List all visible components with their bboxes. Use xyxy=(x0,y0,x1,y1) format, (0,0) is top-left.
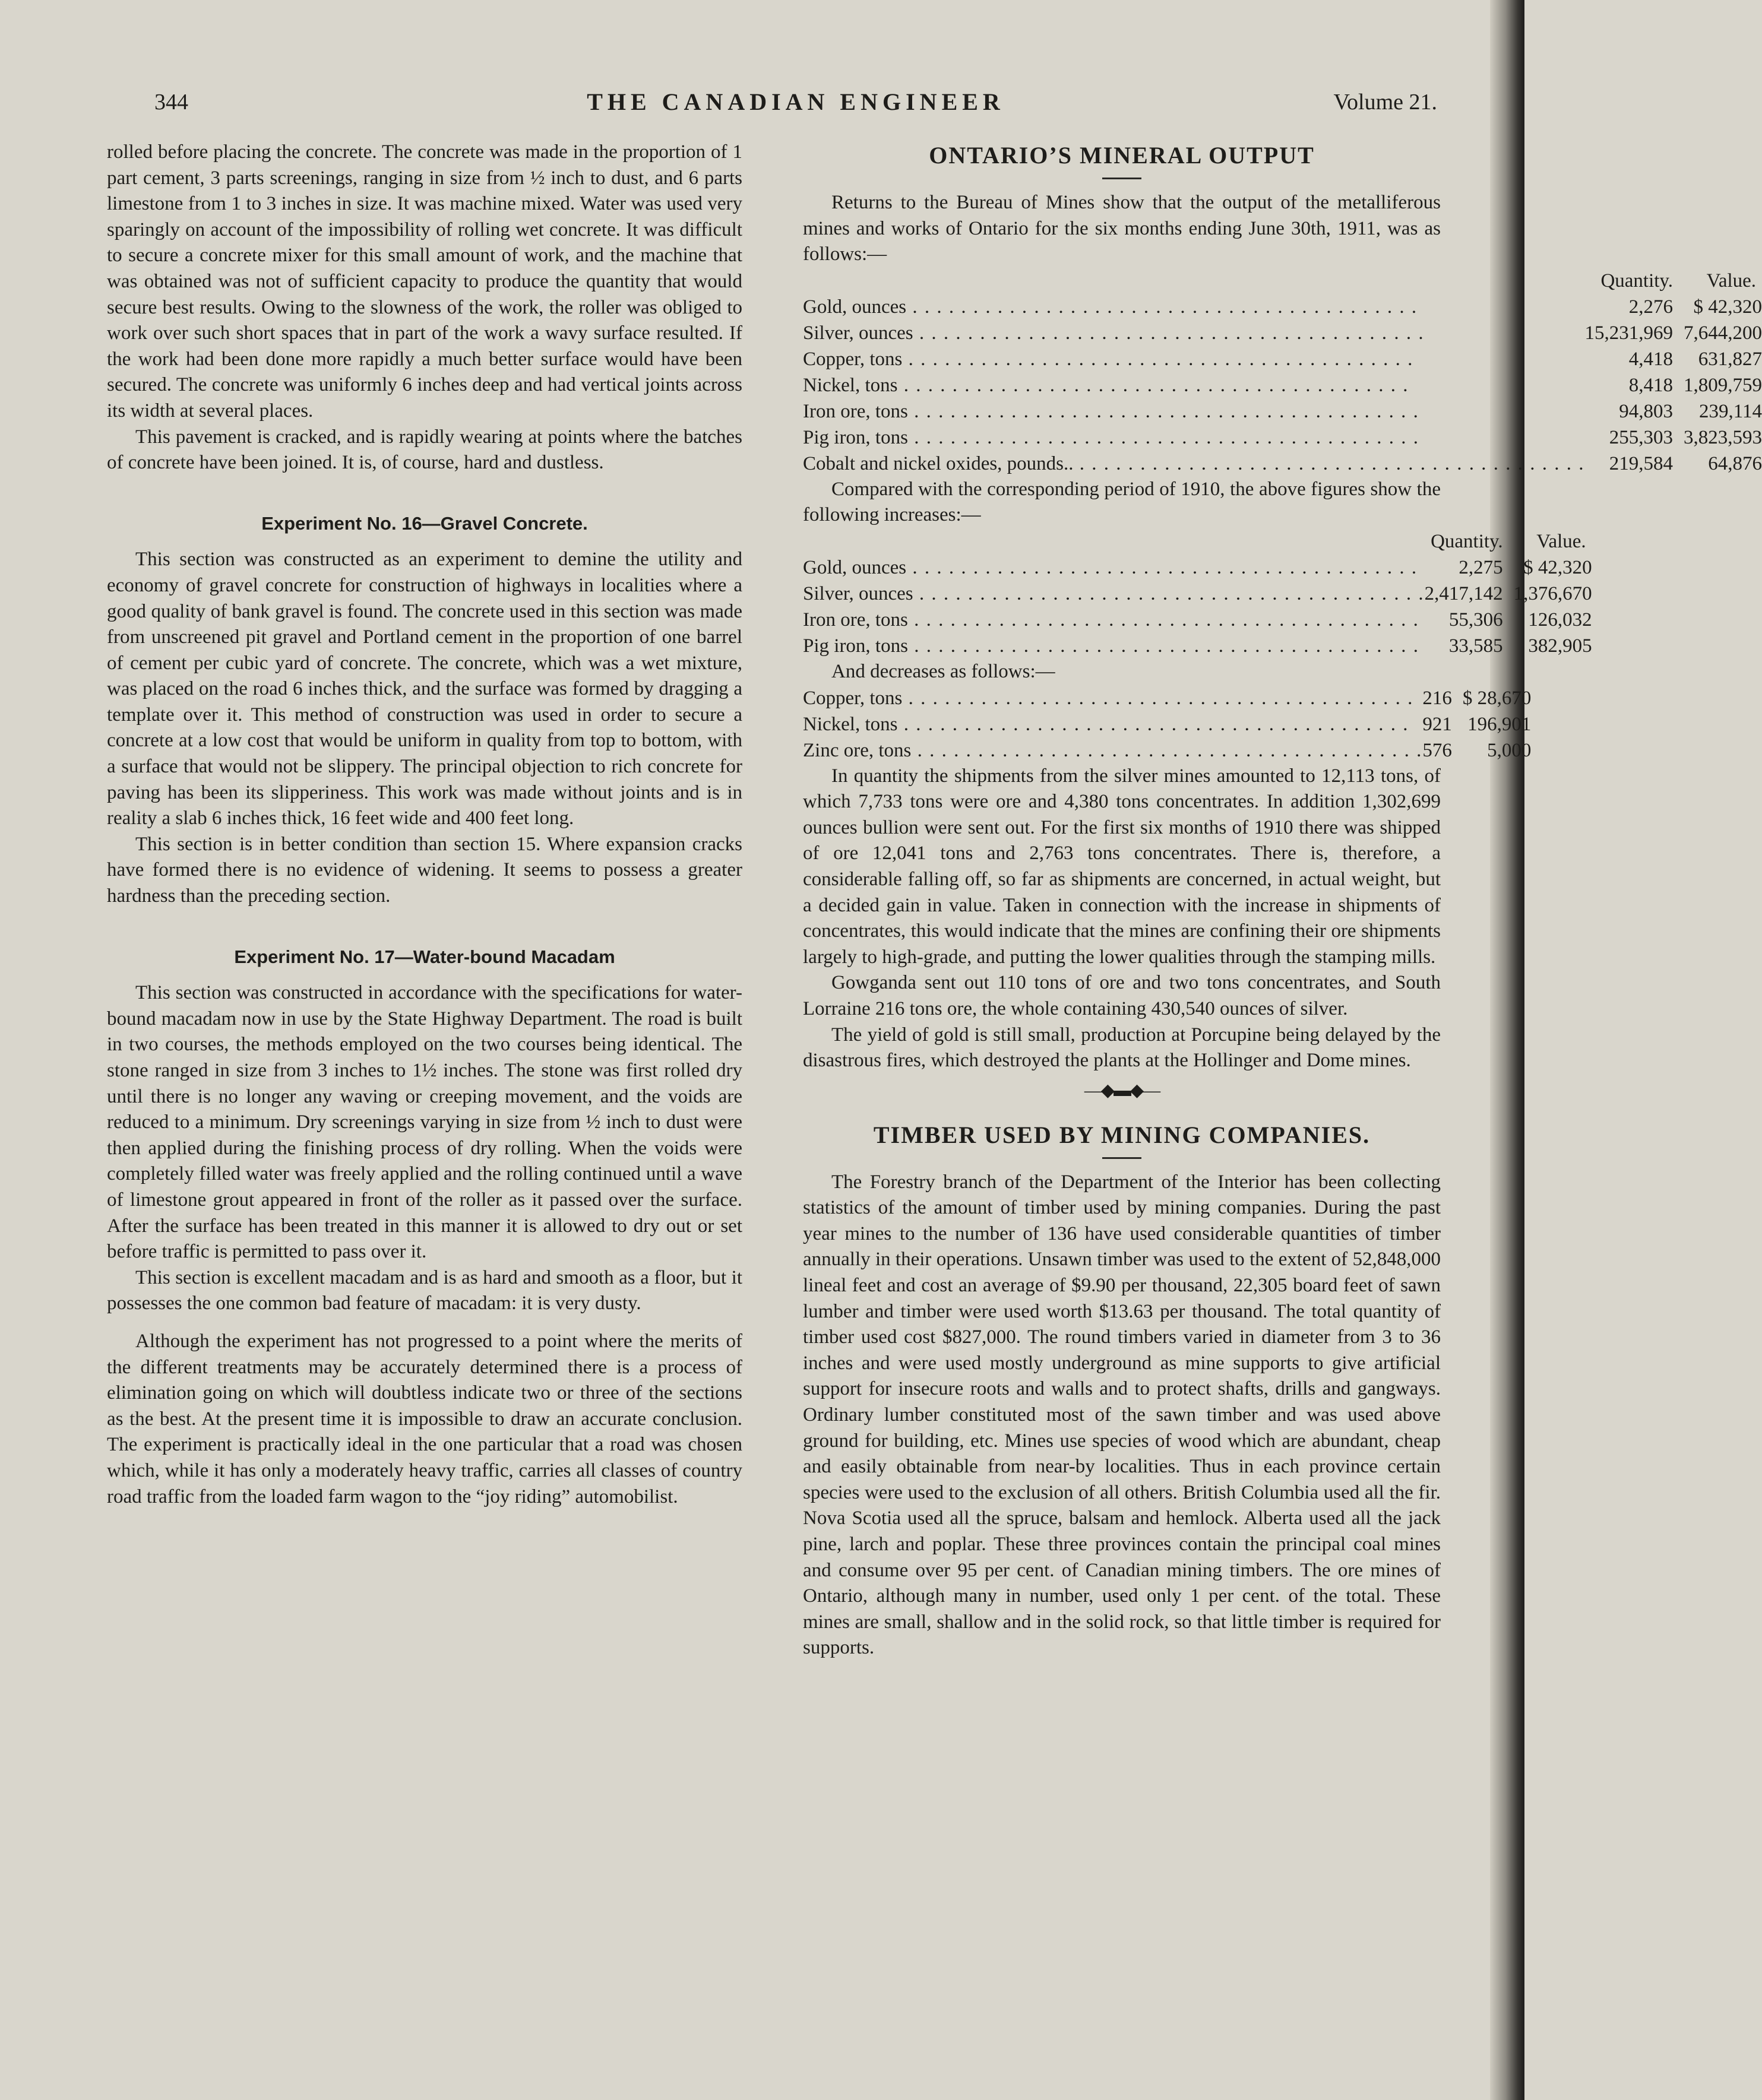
row-value: 631,827 xyxy=(1698,348,1762,370)
row-quantity: 219,584 xyxy=(1609,452,1674,474)
row-quantity: 2,276 xyxy=(1628,296,1674,318)
row-value: 126,032 xyxy=(1528,609,1592,631)
experiment-17-paragraph-2: This section is excellent macadam and is as hard and smooth as a floor, but it possesses the one common bad feature of macadam: it is very dusty. xyxy=(107,1266,742,1315)
row-value: $ 42,320 xyxy=(1693,296,1762,318)
row-quantity: 216 xyxy=(1422,687,1452,709)
row-label: Pig iron, tons . . . xyxy=(803,633,1425,659)
experiment-17-paragraph-1: This section was constructed in accordance with the specifications for water-bound macadam now in use by the State Highway Department. The road is built in two courses, the methods employed on the two courses being identical. The stone ranged in size from 3 inches to 1½ inches. The stone was first rolled dry until there is no longer any waving or creeping movement, and the voids are reduced to a minimum. Dry screenings varying in size from ½ inch to dust were then applied during the finishing process of dry rolling. When the voids were completely filled water was freely applied and the rolling continued until a wave of limestone grout appeared in front of the roller as it passed over the surface. After the surface has been treated in this manner it is allowed to dry out or set before traffic is permitted to pass over it. xyxy=(107,982,742,1263)
row-label: Cobalt and nickel oxides, pounds.. . . . xyxy=(803,451,1585,477)
silver-shipments-paragraph: In quantity the shipments from the silver mines amounted to 12,113 tons, of which 7,733 tons were ore and 4,380 tons concentrates. In addition 1,302,699 ounces bullion were sent out. For the first six months of 1910 there was shipped of ore 12,041 tons and 2,763 tons concentrates. There is, therefore, a considerable falling off, so far as shipments are concerned, in actual weight, but a decided gain in value. Taken in connection with the increase in shipments of concentrates, this would indicate that the mines are confining their ore shipments largely to high-grade, and putting the lower qualities through the stamping mills. xyxy=(803,765,1441,968)
row-label: Iron ore, tons . . . xyxy=(803,398,1585,425)
experiment-16-paragraph-1: This section was constructed as an experiment to demine the utility and economy of gravel concrete for construction of highways in localities where a good quality of bank gravel is found. The concrete used in this section was made from unscreened pit gravel and Portland cement in the proportion of one barrel of cement per cubic yard of concrete. The concrete, which was a wet mixture, was placed on the road 6 inches thick, and the surface was formed by dragging a template over it. This method of construction was used in order to secure a concrete at a low cost that would be uniform in quality from top to bottom, with a surface that would not be slippery. The principal objection to rich concrete for paving has been its slipperiness. This work was made without joints and is in reality a slab 6 inches thick, 16 feet wide and 400 feet long. xyxy=(107,549,742,829)
gowganda-paragraph: Gowganda sent out 110 tons of ore and two tons concentrates, and South Lorraine 216 tons ore, the whole containing 430,540 ounces of silver. xyxy=(803,972,1441,1019)
gold-yield-paragraph: The yield of gold is still small, production at Porcupine being delayed by the disastrous fires, which destroyed the plants at the Hollinger and Dome mines. xyxy=(803,1024,1441,1072)
row-label: Pig iron, tons . . . xyxy=(803,425,1585,451)
row-quantity: 2,275 xyxy=(1459,556,1503,578)
row-label: Gold, ounces . . . xyxy=(803,555,1425,581)
value-header: Value. xyxy=(1706,270,1757,292)
experiment-17-paragraph-3: Although the experiment has not progressed to a point where the merits of the different treatments may be accurately determined there is a process of elimination going on which will doubtless indicate two or three of the sections as the best. At the present time it is impossible to draw an accurate conclusion. The experiment is practically ideal in the one particular that a road was chosen which, while it has only a moderately heavy traffic, carries all classes of country road traffic from the loaded farm wagon to the “joy riding” automobilist. xyxy=(107,1330,742,1507)
decreases-table xyxy=(803,685,1531,764)
table-row xyxy=(803,398,1762,425)
table-row xyxy=(803,633,1592,659)
ontario-mineral-output-title: ONTARIO’S MINERAL OUTPUT xyxy=(929,142,1315,169)
row-value: 3,823,593 xyxy=(1684,426,1762,448)
decreases-text: And decreases as follows:— xyxy=(831,660,1055,682)
left-column xyxy=(107,140,742,1510)
table-row xyxy=(803,711,1531,737)
experiment-16-paragraph-2: This section is in better condition than section 15. Where expansion cracks have formed there is no evidence of widening. It seems to possess a greater hardness than the preceding section. xyxy=(107,833,742,907)
row-label: Silver, ounces . . . xyxy=(803,320,1585,346)
quantity-header: Quantity. xyxy=(1600,270,1674,292)
timber-title: TIMBER USED BY MINING COMPANIES. xyxy=(873,1121,1371,1148)
table-row xyxy=(803,294,1762,320)
intro-paragraph: rolled before placing the concrete. The concrete was made in the proportion of 1 part cement, 3 parts screenings, ranging in size from ½ inch to dust, and 6 parts limestone from 1 to 3 inches in size. It was machine mixed. Water was used very sparingly on account of the impossibility of rolling wet concrete. It was difficult to secure a concrete mixer for this small amount of work, and the machine that was obtained was not of sufficient capacity to produce the quantity that would secure best results. Owing to the slowness of the work, the roller was obliged to work over such short spaces that in part of the work a wavy surface resulted. If the work had been done more rapidly a much better surface would have been secured. The concrete was uniformly 6 inches deep and had vertical joints across its width at several places. xyxy=(107,141,742,422)
row-quantity: 8,418 xyxy=(1628,374,1674,396)
row-label: Copper, tons . . . xyxy=(803,346,1585,372)
table-row xyxy=(803,581,1592,607)
output-table xyxy=(803,268,1762,477)
page-header xyxy=(154,89,1437,125)
table-row xyxy=(803,372,1762,398)
row-label: Nickel, tons . . . xyxy=(803,372,1585,398)
table-row xyxy=(803,555,1592,581)
row-quantity: 255,303 xyxy=(1609,426,1674,448)
row-label: Nickel, tons . . . xyxy=(803,711,1422,737)
row-value: 5,000 xyxy=(1487,739,1532,761)
row-value: 7,644,200 xyxy=(1684,322,1762,344)
row-label: Copper, tons . . . xyxy=(803,685,1422,711)
table-row xyxy=(803,320,1762,346)
row-value: 1,809,759 xyxy=(1684,374,1762,396)
table-row xyxy=(803,737,1531,764)
row-value: 239,114 xyxy=(1699,400,1762,422)
row-quantity: 576 xyxy=(1422,739,1452,761)
table-header-row xyxy=(803,528,1592,555)
ontario-intro: Returns to the Bureau of Mines show that the output of the metalliferous mines and works of Ontario for the six months ending June 30th, 1911, was as follows:— xyxy=(803,192,1441,265)
row-quantity: 55,306 xyxy=(1448,609,1503,631)
row-quantity: 94,803 xyxy=(1619,400,1674,422)
title-rule xyxy=(1102,1157,1141,1159)
row-quantity: 2,417,142 xyxy=(1424,582,1503,604)
title-rule xyxy=(1102,178,1141,179)
row-label: Iron ore, tons . . . xyxy=(803,607,1425,633)
intro-paragraph-2: This pavement is cracked, and is rapidly wearing at points where the batches of concrete have been joined. It is, of course, hard and dustless. xyxy=(107,426,742,474)
row-label: Gold, ounces . . . xyxy=(803,294,1585,320)
table-row xyxy=(803,685,1531,711)
volume-label: Volume 21. xyxy=(1333,90,1437,115)
row-quantity: 33,585 xyxy=(1448,635,1503,657)
section-ornament: —◆▬◆— xyxy=(1084,1080,1160,1100)
row-value: 64,876 xyxy=(1708,452,1762,474)
table-row xyxy=(803,425,1762,451)
row-quantity: 15,231,969 xyxy=(1584,322,1674,344)
row-value: $ 42,320 xyxy=(1523,556,1592,578)
compared-text: Compared with the corresponding period of 1910, the above figures show the following increases:— xyxy=(803,478,1441,526)
quantity-header: Quantity. xyxy=(1431,530,1503,552)
experiment-17-heading: Experiment No. 17—Water-bound Macadam xyxy=(234,946,615,967)
row-label: Silver, ounces . . . xyxy=(803,581,1425,607)
page-number: 344 xyxy=(154,90,188,115)
value-header: Value. xyxy=(1536,530,1586,552)
journal-title: THE CANADIAN ENGINEER xyxy=(587,88,1005,115)
row-quantity: 4,418 xyxy=(1628,348,1674,370)
right-column xyxy=(803,140,1762,1661)
table-row xyxy=(803,451,1762,477)
table-header-row xyxy=(803,268,1762,294)
row-value: 382,905 xyxy=(1528,635,1592,657)
row-label: Zinc ore, tons . . . xyxy=(803,737,1422,764)
row-value: 1,376,670 xyxy=(1513,582,1592,604)
row-quantity: 921 xyxy=(1422,713,1452,735)
row-value: 196,901 xyxy=(1467,713,1532,735)
increases-table xyxy=(803,528,1592,659)
timber-paragraph: The Forestry branch of the Department of the Interior has been collecting statistics of the amount of timber used by mining companies. During the past year mines to the number of 136 have used considerable quantities of timber annually in their operations. Unsawn timber was used to the extent of 52,848,000 lineal feet and cost an average of $9.90 per thousand, 22,305 board feet of sawn lumber and timber were used worth $13.63 per thousand. The total quantity of timber used cost $827,000. The round timbers varied in diameter from 3 to 36 inches and were used mostly underground as mine supports to give artificial support for insecure roots and walls and to protect shafts, drills and gangways. Ordinary lumber constituted most of the sawn timber and was used above ground for building, etc. Mines use species of wood which are abundant, cheap and easily obtainable from near-by localities. Thus in each province certain species were used to the exclusion of all others. British Columbia used all the fir. Nova Scotia used all the spruce, balsam and hemlock. Alberta used all the jack pine, larch and poplar. These three provinces contain the principal coal mines and consume over 95 per cent. of Canadian mining timbers. The ore mines of Ontario, although many in number, used only 1 per cent. of the total. These mines are small, shallow and in the solid rock, so that little timber is required for supports. xyxy=(803,1171,1441,1659)
row-value: $ 28,670 xyxy=(1462,687,1532,709)
table-row xyxy=(803,346,1762,372)
experiment-16-heading: Experiment No. 16—Gravel Concrete. xyxy=(261,512,588,534)
table-row xyxy=(803,607,1592,633)
